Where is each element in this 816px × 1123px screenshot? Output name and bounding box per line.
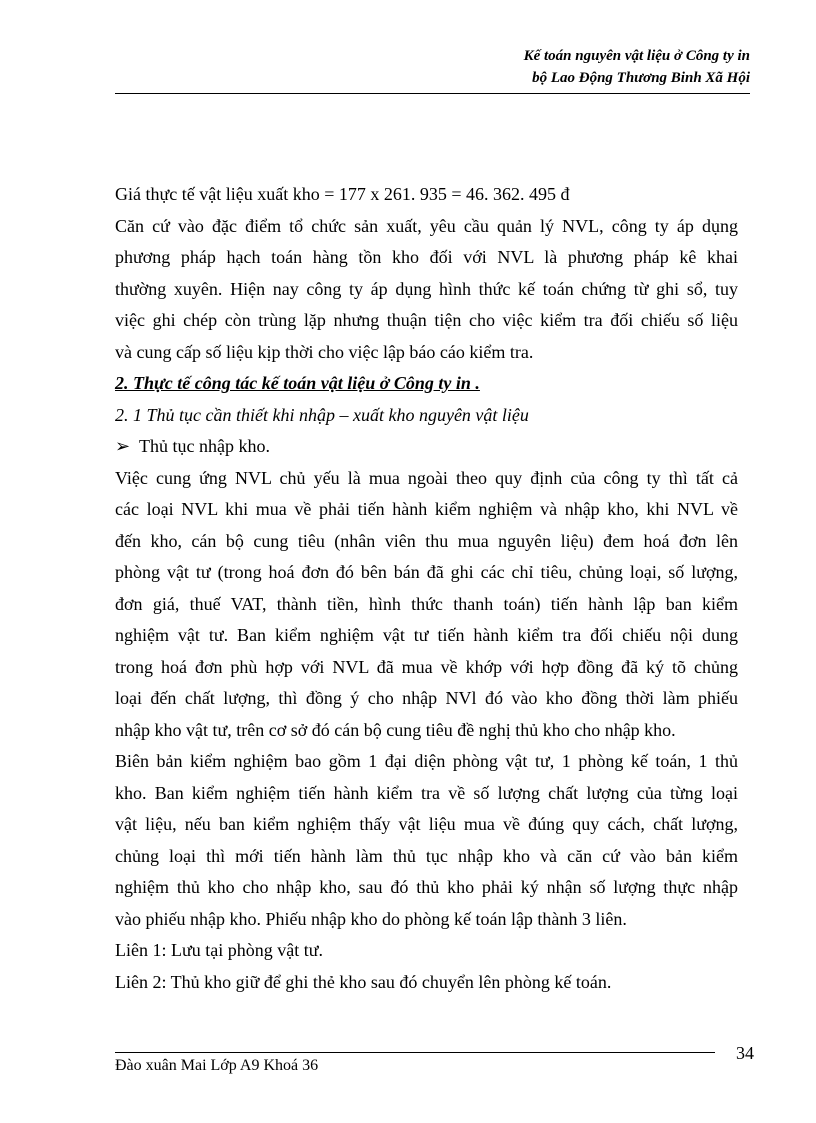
subsection-heading: 2. 1 Thủ tục cần thiết khi nhập – xuất kho nguyên vật liệu xyxy=(115,404,529,425)
paragraph-line: đến kho, cán bộ cung tiêu (nhân viên thu mua nguyên liệu) đem hoá đơn lên xyxy=(115,530,738,551)
bullet-item xyxy=(115,431,738,463)
header-rule xyxy=(115,93,750,94)
document-body xyxy=(115,179,738,998)
paragraph-line: trong hoá đơn phù hợp với NVL đã mua về khớp với hợp đồng đã ký tõ chủng xyxy=(115,656,738,677)
paragraph-line: thường xuyên. Hiện nay công ty áp dụng hình thức kế toán chứng từ ghi sổ, tuy xyxy=(115,278,738,299)
page-header xyxy=(270,45,750,89)
paragraph-line: phòng vật tư (trong hoá đơn đó bên bán đã ghi các chỉ tiêu, chủng loại, số lượng, xyxy=(115,562,738,582)
paragraph-line: các loại NVL khi mua về phải tiến hành kiểm nghiệm và nhập kho, khi NVL về xyxy=(115,499,738,519)
footer-rule xyxy=(115,1052,715,1053)
page-number: 34 xyxy=(736,1043,754,1063)
paragraph-line: kho. Ban kiểm nghiệm tiến hành kiểm tra về số lượng chất lượng của từng loại xyxy=(115,782,738,803)
paragraph-line: nghiệm thủ kho cho nhập kho, sau đó thủ kho phải ký nhận số lượng thực nhập xyxy=(115,877,738,897)
paragraph-accounting-method xyxy=(115,211,738,369)
footer-author: Đào xuân Mai Lớp A9 Khoá 36 xyxy=(115,1057,319,1074)
paragraph-line: Căn cứ vào đặc điểm tổ chức sản xuất, yêu cầu quản lý NVL, công ty áp dụng xyxy=(115,215,738,236)
header-title-line2: bộ Lao Động Thương Binh Xã Hội xyxy=(532,70,750,86)
copy-2-line: Liên 2: Thủ kho giữ để ghi thẻ kho sau đó chuyển lên phòng kế toán. xyxy=(115,971,612,992)
paragraph-line: Biên bản kiểm nghiệm bao gồm 1 đại diện phòng vật tư, 1 phòng kế toán, 1 thủ xyxy=(115,751,738,771)
header-title-line1: Kế toán nguyên vật liệu ở Công ty in xyxy=(523,48,750,64)
paragraph-line: vật liệu, nếu ban kiểm nghiệm thấy vật liệu mua về đúng quy cách, chất lượng, xyxy=(115,814,738,834)
paragraph-line: vào phiếu nhập kho. Phiếu nhập kho do phòng kế toán lập thành 3 liên. xyxy=(115,908,627,929)
arrow-bullet-icon: ➢ xyxy=(115,436,131,456)
section-heading: 2. Thực tế công tác kế toán vật liệu ở Công ty in . xyxy=(115,373,480,393)
paragraph-line: Việc cung ứng NVL chủ yếu là mua ngoài theo quy định của công ty thì tất cả xyxy=(115,467,738,488)
copy-1-line: Liên 1: Lưu tại phòng vật tư. xyxy=(115,940,323,960)
paragraph-line: phương pháp hạch toán hàng tồn kho đối với NVL là phương pháp kê khai xyxy=(115,247,738,267)
price-line: Giá thực tế vật liệu xuất kho = 177 x 261. 935 = 46. 362. 495 đ xyxy=(115,184,570,204)
paragraph-line: nghiệm vật tư. Ban kiểm nghiệm vật tư tiến hành kiểm tra đối chiếu nội dung xyxy=(115,625,738,645)
paragraph-line: và cung cấp số liệu kịp thời cho việc lập báo cáo kiểm tra. xyxy=(115,341,534,362)
bullet-text: Thủ tục nhập kho. xyxy=(139,436,270,456)
paragraph-procurement xyxy=(115,463,738,747)
paragraph-line: việc ghi chép còn trùng lặp nhưng thuận tiện cho việc kiểm tra đối chiếu số liệu xyxy=(115,310,738,330)
paragraph-line: chủng loại thì mới tiến hành làm thủ tục nhập kho và căn cứ vào bản kiểm xyxy=(115,845,738,866)
paragraph-line: nhập kho vật tư, trên cơ sở đó cán bộ cung tiêu đề nghị thủ kho cho nhập kho. xyxy=(115,719,676,740)
paragraph-line: đơn giá, thuế VAT, thành tiền, hình thức thanh toán) tiến hành lập ban kiểm xyxy=(115,593,738,614)
paragraph-line: loại đến chất lượng, thì đồng ý cho nhập NVl đó vào kho đồng thời làm phiếu xyxy=(115,688,738,708)
paragraph-inspection-report xyxy=(115,746,738,935)
